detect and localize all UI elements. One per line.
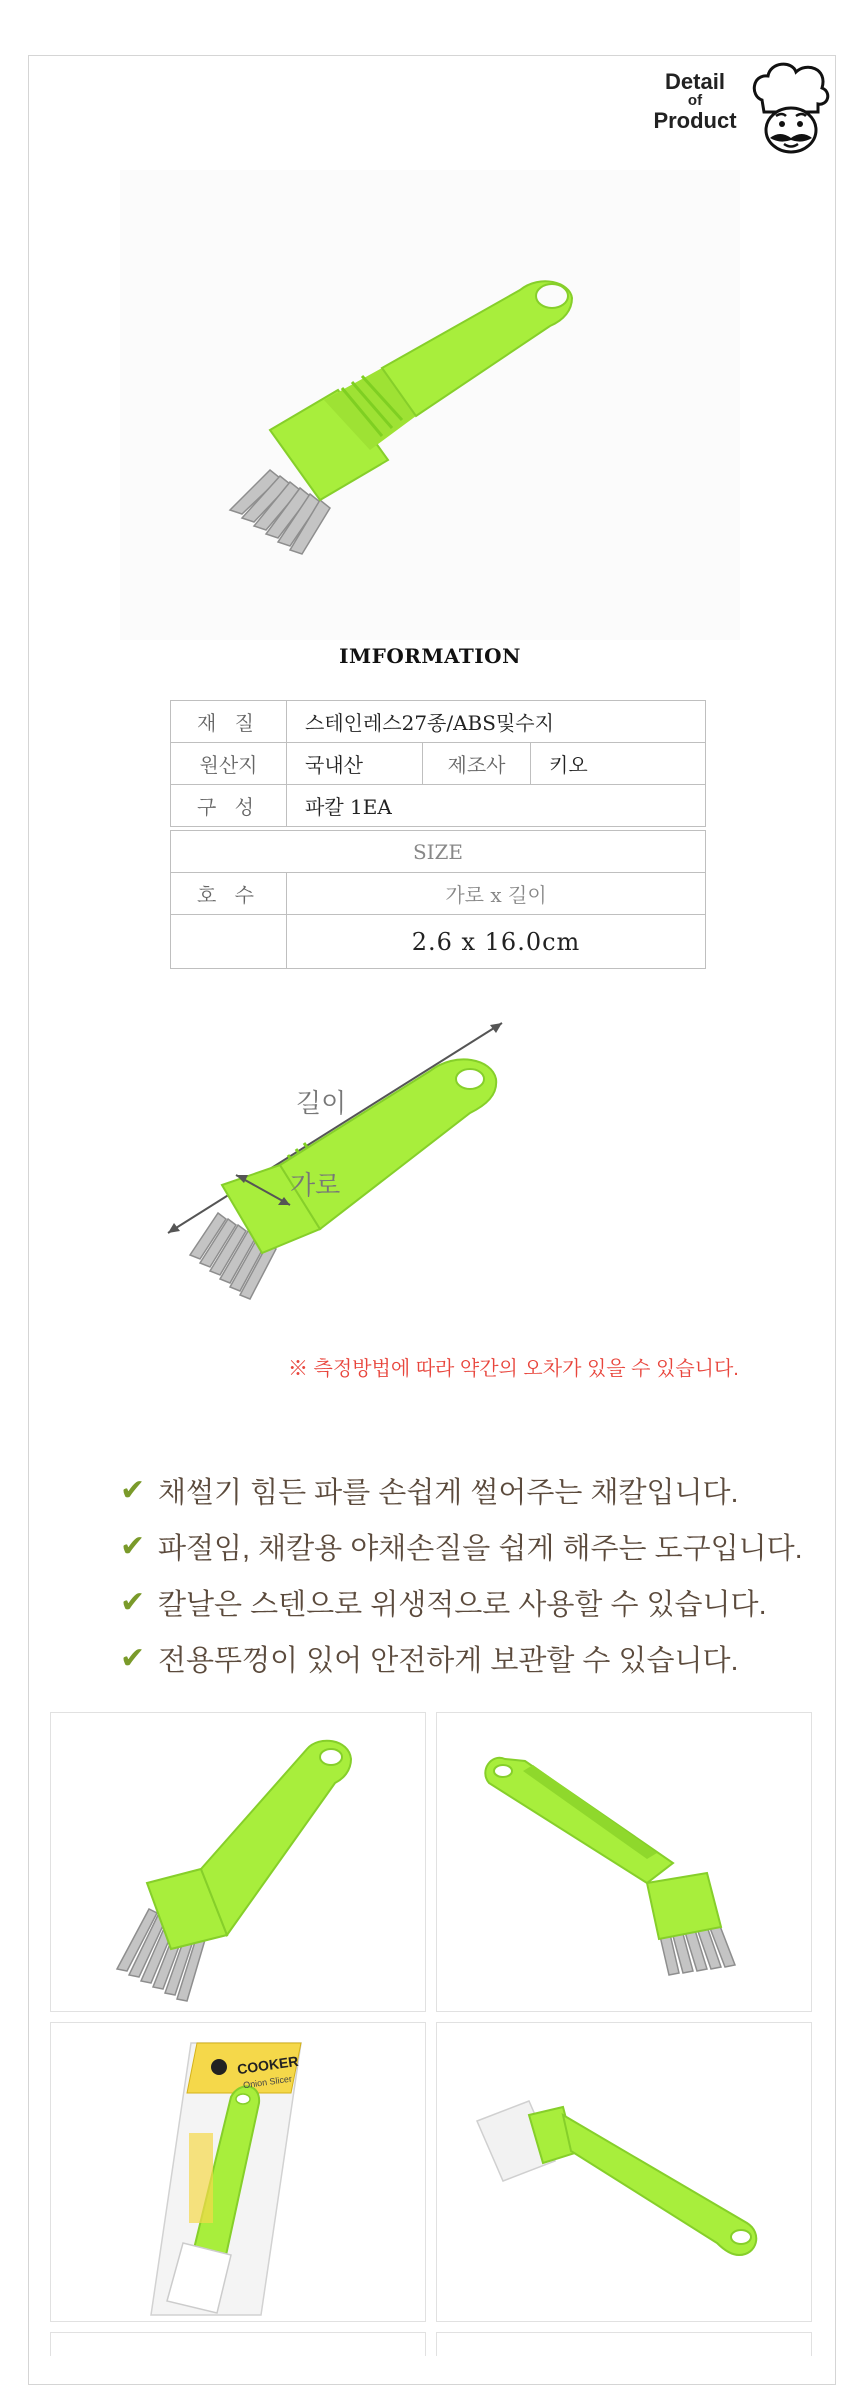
size-no-label: 호 수 (171, 873, 287, 915)
measurement-illustration (140, 1005, 600, 1335)
maker-value: 키오 (531, 743, 706, 785)
package-brand: COOKER (236, 2052, 300, 2078)
maker-label: 제조사 (423, 743, 531, 785)
product-hero-image (120, 170, 740, 640)
table-row-size-header (171, 831, 706, 873)
information-title: IMFORMATION (339, 644, 521, 668)
table-row-size-values (171, 915, 706, 969)
check-icon: ✔ (120, 1585, 146, 1619)
feature-list (120, 1462, 803, 1686)
size-header: SIZE (171, 831, 706, 873)
feature-text-4: 전용뚜껑이 있어 안전하게 보관할 수 있습니다. (158, 1644, 739, 1677)
badge-text (640, 70, 750, 132)
list-item (120, 1574, 803, 1630)
table-row-composition (171, 785, 706, 827)
composition-value: 파칼 1EA (287, 785, 706, 827)
onion-slicer-illustration (120, 170, 740, 640)
measurement-diagram (140, 1005, 600, 1335)
check-icon: ✔ (120, 1641, 146, 1675)
slicer-angled-illustration (51, 1713, 427, 2013)
gallery-photo-back (436, 1712, 812, 2012)
gallery-photo-partial-left (50, 2332, 426, 2356)
check-icon: ✔ (120, 1529, 146, 1563)
detail-of-product-badge (640, 60, 840, 156)
feature-text-1: 채썰기 힘든 파를 손쉽게 썰어주는 채칼입니다. (158, 1476, 739, 1509)
width-label: 가로 (290, 1170, 341, 1200)
table-row-material (171, 701, 706, 743)
chef-icon (748, 60, 834, 156)
size-dims-value: 2.6 x 16.0cm (287, 915, 706, 969)
list-item (120, 1518, 803, 1574)
list-item (120, 1630, 803, 1686)
origin-label: 원산지 (171, 743, 287, 785)
slicer-back-illustration (437, 1713, 813, 2013)
table-row-size-labels (171, 873, 706, 915)
check-icon: ✔ (120, 1473, 146, 1507)
gallery-photo-angled (50, 1712, 426, 2012)
table-row-origin (171, 743, 706, 785)
size-no-value (171, 915, 287, 969)
feature-text-3: 칼날은 스텐으로 위생적으로 사용할 수 있습니다. (158, 1588, 767, 1621)
gallery-photo-package (50, 2022, 426, 2322)
spec-table (170, 700, 706, 969)
feature-text-2: 파절임, 채칼용 야채손질을 쉽게 해주는 도구입니다. (158, 1532, 803, 1565)
origin-value: 국내산 (287, 743, 423, 785)
badge-line-of: of (687, 92, 703, 110)
badge-line-product: Product (653, 107, 737, 133)
slicer-with-cap-illustration (437, 2023, 813, 2323)
length-label: 길이 (296, 1088, 347, 1118)
material-value: 스테인레스27종/ABS및수지 (287, 701, 706, 743)
material-label: 재 질 (171, 701, 287, 743)
composition-label: 구 성 (171, 785, 287, 827)
badge-line-detail: Detail (665, 69, 725, 94)
gallery-photo-partial-right (436, 2332, 812, 2356)
package-sub: Onion Slicer (242, 2073, 293, 2091)
measurement-notice: ※ 측정방법에 따라 약간의 오차가 있을 수 있습니다. (288, 1358, 739, 1380)
size-dims-header: 가로 x 길이 (287, 873, 706, 915)
list-item (120, 1462, 803, 1518)
gallery-photo-with-cap (436, 2022, 812, 2322)
